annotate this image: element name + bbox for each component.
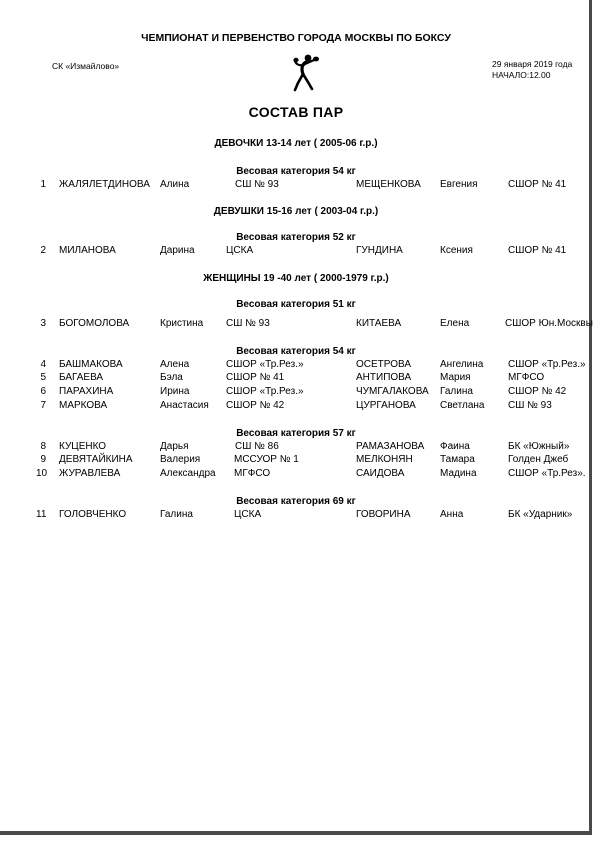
boxer1-surname: МИЛАНОВА (59, 245, 116, 256)
boxer2-surname: ЦУРГАНОВА (356, 400, 416, 411)
pair-row (0, 372, 592, 385)
boxer2-club: БК «Южный» (508, 441, 570, 452)
pair-row (0, 245, 592, 258)
weight-category-title: Весовая категория 51 кг (236, 299, 356, 310)
boxer2-name: Галина (440, 386, 473, 397)
pair-number: 8 (40, 441, 46, 452)
boxer2-surname: МЕЛКОНЯН (356, 454, 413, 465)
boxer1-club: ЦСКА (234, 509, 262, 520)
boxer1-club: МССУОР № 1 (234, 454, 299, 465)
pair-row (0, 318, 592, 331)
boxer1-surname: БАШМАКОВА (59, 359, 123, 370)
event-date: 29 января 2019 года (492, 59, 573, 69)
pair-number: 5 (40, 372, 46, 383)
pair-row (0, 509, 592, 522)
boxer2-name: Ангелина (440, 359, 484, 370)
boxer2-surname: РАМАЗАНОВА (356, 441, 425, 452)
venue-club: СК «Измайлово» (52, 61, 120, 71)
boxer1-name: Александра (160, 468, 216, 479)
boxer1-club: СШ № 93 (235, 179, 279, 190)
pair-row (0, 359, 592, 372)
boxer1-name: Дарина (160, 245, 195, 256)
boxer2-club: СШОР «Тр.Рез». (508, 468, 586, 479)
boxer2-club: СШОР № 42 (508, 386, 567, 397)
boxer2-club: СШОР № 41 (508, 179, 567, 190)
boxer1-name: Галина (160, 509, 193, 520)
age-group-title: ДЕВОЧКИ 13-14 лет ( 2005-06 г.р.) (214, 138, 378, 149)
boxer1-surname: ПАРАХИНА (59, 386, 114, 397)
start-time: НАЧАЛО:12.00 (492, 70, 551, 80)
event-date-block (492, 59, 572, 81)
pair-number: 3 (40, 318, 46, 329)
boxer2-name: Анна (440, 509, 464, 520)
boxer2-club: СШ № 93 (508, 400, 552, 411)
boxer1-surname: ДЕВЯТАЙКИНА (59, 454, 133, 465)
age-group-title: ЖЕНЩИНЫ 19 -40 лет ( 2000-1979 г.р.) (203, 273, 389, 284)
boxer1-name: Алина (160, 179, 190, 190)
boxer1-surname: БОГОМОЛОВА (59, 318, 130, 329)
boxer1-name: Бэла (160, 372, 183, 383)
pair-number: 7 (40, 400, 46, 411)
pair-row (0, 386, 592, 399)
boxer1-surname: ГОЛОВЧЕНКО (59, 509, 127, 520)
boxer2-surname: ГОВОРИНА (356, 509, 411, 520)
boxer1-name: Дарья (160, 441, 189, 452)
boxer2-surname: КИТАЕВА (356, 318, 402, 329)
pair-row (0, 400, 592, 413)
boxer2-surname: ОСЕТРОВА (356, 359, 412, 370)
boxer2-club: БК «Ударник» (508, 509, 573, 520)
boxer1-surname: ЖУРАВЛЕВА (59, 468, 121, 479)
boxer1-surname: ЖАЛЯЛЕТДИНОВА (59, 179, 150, 190)
boxer2-name: Мадина (440, 468, 477, 479)
page-heading: СОСТАВ ПАР (248, 104, 344, 120)
pair-row (0, 179, 592, 192)
boxer1-name: Валерия (160, 454, 201, 465)
boxer2-name: Ксения (440, 245, 473, 256)
boxer1-club: ЦСКА (226, 245, 254, 256)
pair-number: 4 (40, 359, 46, 370)
document-title: ЧЕМПИОНАТ И ПЕРВЕНСТВО ГОРОДА МОСКВЫ ПО БОКСУ (141, 32, 451, 44)
weight-category-title: Весовая категория 54 кг (236, 166, 356, 177)
boxer2-surname: АНТИПОВА (356, 372, 412, 383)
boxer2-club: СШОР Юн.Москвы (505, 318, 593, 329)
boxer2-name: Евгения (440, 179, 478, 190)
pair-number: 1 (40, 179, 46, 190)
boxer2-club: МГФСО (508, 372, 545, 383)
boxer1-surname: БАГАЕВА (59, 372, 104, 383)
boxer1-name: Ирина (160, 386, 190, 397)
boxer1-name: Анастасия (160, 400, 209, 411)
boxer1-surname: МАРКОВА (59, 400, 108, 411)
boxer2-name: Светлана (440, 400, 485, 411)
weight-category-title: Весовая категория 54 кг (236, 346, 356, 357)
pair-row (0, 441, 592, 454)
pair-number: 10 (36, 468, 48, 479)
boxer-icon (290, 52, 320, 94)
boxer2-club: Голден Джеб (508, 454, 569, 465)
boxer1-club: СШОР «Тр.Рез.» (226, 386, 304, 397)
boxer1-name: Алена (160, 359, 190, 370)
boxer1-club: СШОР № 42 (226, 400, 285, 411)
pair-row (0, 454, 592, 467)
boxer1-name: Кристина (160, 318, 204, 329)
pair-number: 6 (40, 386, 46, 397)
boxer1-club: СШ № 86 (235, 441, 279, 452)
boxer1-club: СШОР № 41 (226, 372, 285, 383)
boxer1-club: СШ № 93 (226, 318, 270, 329)
weight-category-title: Весовая категория 52 кг (236, 232, 356, 243)
boxer2-name: Фаина (440, 441, 470, 452)
boxer2-club: СШОР «Тр.Рез.» (508, 359, 586, 370)
boxer2-name: Тамара (440, 454, 475, 465)
boxer1-surname: КУЦЕНКО (59, 441, 107, 452)
boxer2-surname: ГУНДИНА (356, 245, 403, 256)
boxer1-club: МГФСО (234, 468, 271, 479)
boxer1-club: СШОР «Тр.Рез.» (226, 359, 304, 370)
boxer2-surname: САИДОВА (356, 468, 405, 479)
pair-number: 2 (40, 245, 46, 256)
boxer2-club: СШОР № 41 (508, 245, 567, 256)
age-group-title: ДЕВУШКИ 15-16 лет ( 2003-04 г.р.) (213, 206, 379, 217)
boxer2-name: Елена (440, 318, 470, 329)
boxer2-name: Мария (440, 372, 471, 383)
weight-category-title: Весовая категория 57 кг (236, 428, 356, 439)
boxer2-surname: МЕЩЕНКОВА (356, 179, 421, 190)
pair-number: 11 (36, 509, 47, 520)
pair-number: 9 (40, 454, 46, 465)
pair-row (0, 468, 592, 481)
boxer2-surname: ЧУМГАЛАКОВА (356, 386, 429, 397)
weight-category-title: Весовая категория 69 кг (236, 496, 356, 507)
